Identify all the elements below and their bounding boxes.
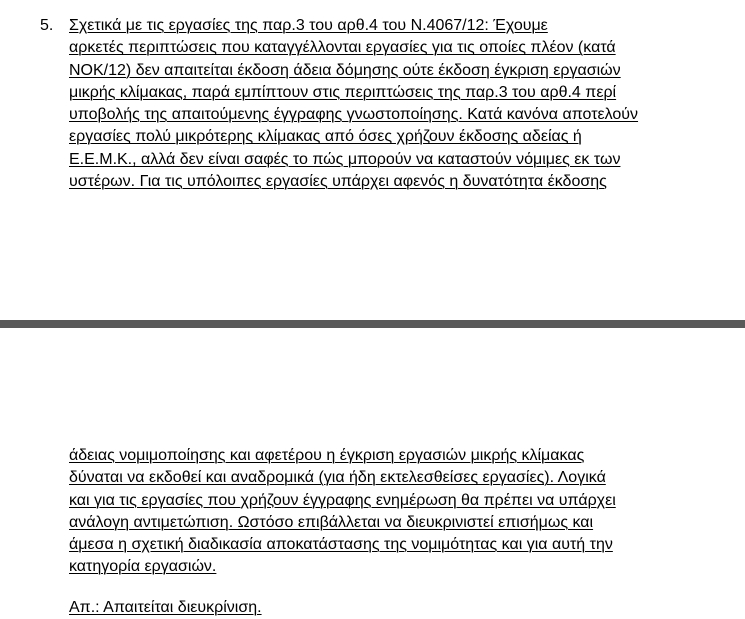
text-line: αρκετές περιπτώσεις που καταγγέλλονται εργασίες για τις οποίες πλέον (κατά	[69, 39, 616, 57]
text-line: ανάλογη αντιμετώπιση. Ωστόσο επιβάλλεται να διευκρινιστεί επισήμως και	[69, 513, 594, 531]
text-line: ΝΟΚ/12) δεν απαιτείται έκδοση άδεια δόμησης ούτε έκδοση έγκριση εργασιών	[69, 61, 621, 79]
text-line: εργασίες πολύ μικρότερης κλίμακας από όσες χρήζουν έκδοσης αδείας ή	[69, 128, 582, 146]
list-item-number: 5.	[40, 17, 54, 34]
text-line: άμεσα η σχετική διαδικασία αποκατάστασης της νομιμότητας και για αυτή την	[69, 536, 613, 554]
text-line: υστέρων. Για τις υπόλοιπες εργασίες υπάρχει αφενός η δυνατότητα έκδοσης	[69, 173, 607, 191]
text-line: Ε.Ε.Μ.Κ., αλλά δεν είναι σαφές το πώς μπορούν να καταστούν νόμιμες εκ των	[69, 150, 621, 168]
text-line: δύναται να εκδοθεί και αναδρομικά (για ήδη εκτελεσθείσες εργασίες). Λογικά	[69, 469, 606, 487]
text-line: Σχετικά με τις εργασίες της παρ.3 του αρθ.4 του Ν.4067/12: Έχουμε	[69, 17, 548, 34]
page-separator	[0, 320, 745, 328]
item-text-page-1	[69, 15, 638, 193]
text-line: άδειας νομιμοποίησης και αφετέρου η έγκριση εργασιών μικρής κλίμακας	[69, 447, 585, 464]
text-line: υποβολής της απαιτούμενης έγγραφης γνωστοποίησης. Κατά κανόνα αποτελούν	[69, 106, 639, 124]
text-line: και για τις εργασίες που χρήζουν έγγραφης ενημέρωση θα πρέπει να υπάρχει	[69, 491, 616, 509]
item-text-page-2	[69, 445, 616, 579]
response-text: Απ.: Απαιτείται διευκρίνιση.	[69, 599, 262, 616]
text-line: κατηγορία εργασιών.	[69, 558, 217, 576]
text-line: μικρής κλίμακας, παρά εμπίπτουν στις περιπτώσεις της παρ.3 του αρθ.4 περί	[69, 83, 617, 101]
